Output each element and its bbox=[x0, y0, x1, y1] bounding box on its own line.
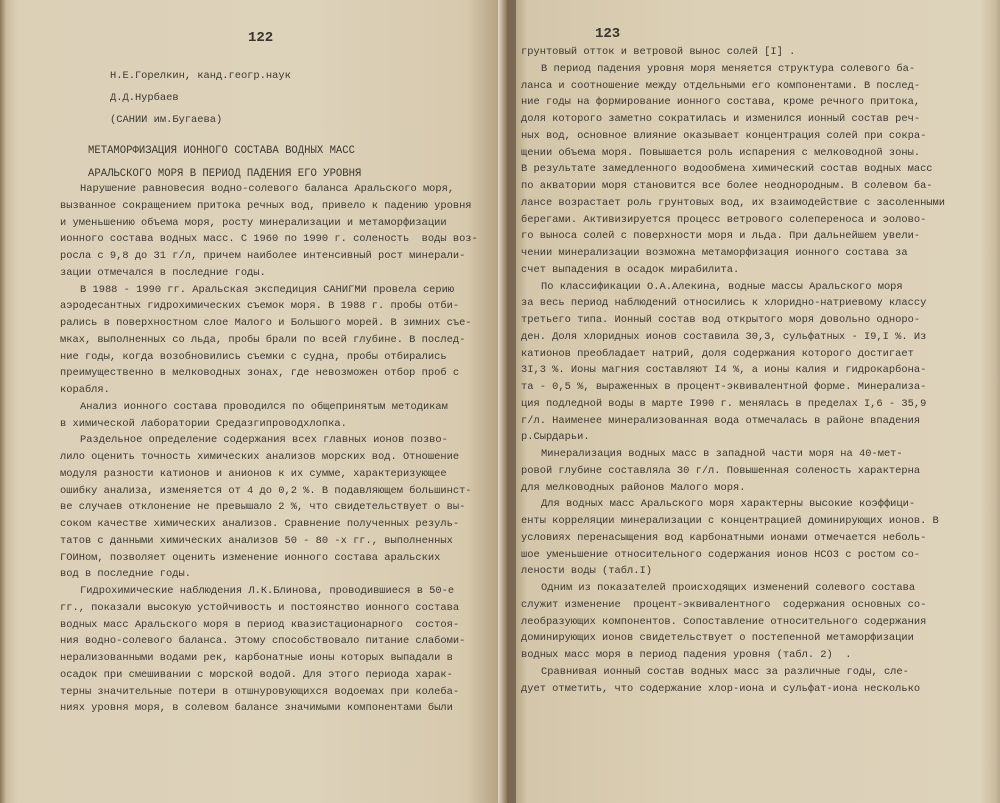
text-line: доминирующих ионов свидетельствует о постепенной метаморфизации bbox=[521, 632, 914, 645]
text-line: ланса и соотношение между отдельными его компонентами. В послед- bbox=[521, 79, 921, 92]
text-line: водных масс моря в период падения уровня (табл. 2) . bbox=[521, 649, 852, 661]
author-line: (САНИИ им.Бугаева) bbox=[110, 114, 223, 126]
title-line: МЕТАМОРФИЗАЦИЯ ИОННОГО СОСТАВА ВОДНЫХ МАСС bbox=[88, 145, 356, 157]
text-line: Одним из показателей происходящих изменений солевого состава bbox=[541, 582, 916, 594]
text-line: Анализ ионного состава проводился по общепринятым методикам bbox=[80, 400, 448, 413]
text-line: лило оценить точность химических анализов морских вод. Отношение bbox=[60, 451, 460, 463]
text-line: берегами. Активизируется процесс ветрового солепереноса и эолово- bbox=[521, 213, 927, 226]
text-line: катионов преобладает натрий, доля содержания которого достигает bbox=[521, 347, 914, 360]
text-line: енты корреляции минерализации с концентрацией доминирующих ионов. В bbox=[521, 515, 939, 527]
text-line: Для водных масс Аральского моря характерны высокие коэффици- bbox=[541, 498, 916, 511]
text-line: г/л. Наименее минерализованная вода отмечалась в районе впадения bbox=[521, 414, 921, 427]
text-line: по акватории моря становится все более неоднородным. В солевом ба- bbox=[521, 180, 933, 192]
text-line: 3I,3 %. Ионы магния составляют I4 %, а ионы калия и гидрокарбона- bbox=[521, 364, 927, 377]
text-line: татов с данными химических анализов 50 - 80 -х гг., выполненных bbox=[60, 534, 453, 547]
text-line: грунтовый отток и ветровой вынос солей [I] . bbox=[521, 46, 796, 58]
text-line: служит изменение процент-эквивалентного содержания основных со- bbox=[521, 598, 927, 611]
text-line: ве случаев отклонение не превышало 2 %, что свидетельствует о вы- bbox=[60, 501, 466, 514]
author-line: Н.Е.Горелкин, канд.геогр.наук bbox=[110, 70, 291, 82]
text-line: третьего типа. Ионный состав вод открытого моря довольно одноро- bbox=[521, 314, 921, 326]
text-line: нерализованными водами рек, карбонатные ионы которых выпадали в bbox=[60, 652, 453, 664]
text-line: водных масс Аральского моря в период квазистационарного состоя- bbox=[60, 618, 460, 631]
text-line: счет выпадения в осадок мирабилита. bbox=[521, 263, 740, 276]
text-line: ровой глубине составляла 30 г/л. Повышенная соленость характерна bbox=[521, 464, 921, 477]
text-line: По классификации О.А.Алекина, водные массы Аральского моря bbox=[541, 280, 903, 293]
text-line: Нарушение равновесия водно-солевого баланса Аральского моря, bbox=[80, 183, 455, 195]
text-line: лансе возрастает роль грунтовых вод, их взаимодействие с засоленными bbox=[521, 196, 946, 209]
text-line: дует отметить, что содержание хлор-иона и сульфат-иона несколько bbox=[521, 682, 921, 695]
text-line: в химической лаборатории Средазгипроводхлопка. bbox=[60, 417, 347, 430]
author-line: Д.Д.Нурбаев bbox=[110, 92, 179, 104]
text-line: для мелководных районов Малого моря. bbox=[521, 481, 746, 494]
text-line: и уменьшению объема моря, росту минерализации и метаморфизации bbox=[60, 216, 447, 229]
text-line: условиях перенасыщения вод карбонатными ионами отмечается неболь- bbox=[521, 531, 927, 544]
text-line: терны значительные потери в отшнуровующихся водоемах при колеба- bbox=[60, 685, 460, 698]
text-line: ошибку анализа, изменяется от 4 до 0,2 %. В подавляющем большинст- bbox=[60, 484, 472, 497]
text-line: ние годы, когда возобновились съемки с судна, пробы отбирались bbox=[60, 350, 447, 363]
page-number: 122 bbox=[248, 30, 274, 46]
text-line: ионного состава водных масс. С 1960 по 1990 г. соленость воды воз- bbox=[60, 233, 478, 246]
text-line: Гидрохимические наблюдения Л.К.Блинова, проводившиеся в 50-е bbox=[80, 585, 455, 597]
text-line: ния водно-солевого баланса. Этому способствовало питание слабоми- bbox=[60, 635, 466, 648]
text-line: В результате замедленного водообмена химический состав водных масс bbox=[521, 163, 933, 176]
text-line: ниях уровня моря, в солевом балансе значимыми компонентами были bbox=[60, 702, 453, 715]
page-number: 123 bbox=[595, 26, 621, 42]
text-line: Сравнивая ионный состав водных масс за различные годы, сле- bbox=[541, 665, 909, 678]
text-line: гг., показали высокую устойчивость и постоянство ионного состава bbox=[60, 601, 460, 614]
text-line: вод в последние годы. bbox=[60, 568, 191, 581]
text-line: соком качестве химических анализов. Сравнение полученных резуль- bbox=[60, 518, 460, 530]
book-gutter bbox=[498, 0, 516, 803]
text-line: ден. Доля хлоридных ионов составила 30,3, сульфатных - I9,I %. Из bbox=[521, 330, 927, 343]
text-line: зации отмечался в последние годы. bbox=[60, 266, 266, 279]
right-page bbox=[507, 0, 1000, 803]
text-line: мках, выполненных со льда, пробы брали по всей глубине. В послед- bbox=[60, 333, 466, 346]
text-line: аэродесантных гидрохимических съемок моря. В 1988 г. пробы отби- bbox=[60, 300, 460, 313]
text-line: доля которого заметно сократилась и изменился ионный состав реч- bbox=[521, 113, 921, 125]
text-line: Минерализация водных масс в западной части моря на 40-мет- bbox=[541, 448, 903, 460]
text-line: за весь период наблюдений относились к хлоридно-натриевому классу bbox=[521, 297, 927, 310]
text-line: ных вод, основное влияние оказывает концентрация солей при сокра- bbox=[521, 129, 927, 142]
text-line: преимущественно в мелководных зонах, где невозможен отбор проб с bbox=[60, 367, 460, 380]
text-line: ние годы на формирование ионного состава, кроме речного притока, bbox=[521, 96, 921, 109]
text-line: леобразующих компонентов. Сопоставление относительного содержания bbox=[521, 615, 927, 628]
text-line: ГОИНом, позволяет оценить изменение ионного состава аральских bbox=[60, 551, 441, 564]
text-line: корабля. bbox=[60, 384, 110, 396]
text-line: лености воды (табл.I) bbox=[521, 565, 652, 578]
text-line: р.Сырдарьи. bbox=[521, 431, 590, 444]
text-line: го выноса солей с поверхности моря и льда. При дальнейшем увели- bbox=[521, 230, 921, 243]
text-line: рались в поверхностном слое Малого и Большого морей. В зимних съе- bbox=[60, 317, 472, 329]
text-line: шое уменьшение относительного содержания ионов НСО3 с ростом со- bbox=[521, 548, 921, 561]
text-line: Раздельное определение содержания всех главных ионов позво- bbox=[80, 434, 448, 447]
title-line: АРАЛЬСКОГО МОРЯ В ПЕРИОД ПАДЕНИЯ ЕГО УРОВНЯ bbox=[88, 168, 362, 180]
text-line: ция подледной воды в марте I990 г. менялась в пределах I,6 - 35,9 bbox=[521, 397, 927, 410]
text-line: та - 0,5 %, выраженных в процент-эквивалентной форме. Минерализа- bbox=[521, 381, 927, 393]
text-line: модуля разности катионов и анионов к их сумме, характеризующее bbox=[60, 467, 447, 480]
text-line: В период падения уровня моря меняется структура солевого ба- bbox=[541, 62, 916, 75]
text-line: В 1988 - 1990 гг. Аральская экспедиция САНИГМИ провела серию bbox=[80, 283, 455, 296]
text-line: щении объема моря. Повышается роль испарения с мелководной зоны. bbox=[521, 146, 921, 159]
text-line: росла с 9,8 до 31 г/л, причем наиболее интенсивный рост минерали- bbox=[60, 250, 466, 262]
text-line: чении минерализации возможна метаморфизация ионного состава за bbox=[521, 247, 908, 259]
text-line: вызванное сокращением притока речных вод, привело к падению уровня bbox=[60, 199, 472, 212]
text-line: осадок при смешивании с морской водой. Для этого периода харак- bbox=[60, 668, 453, 681]
